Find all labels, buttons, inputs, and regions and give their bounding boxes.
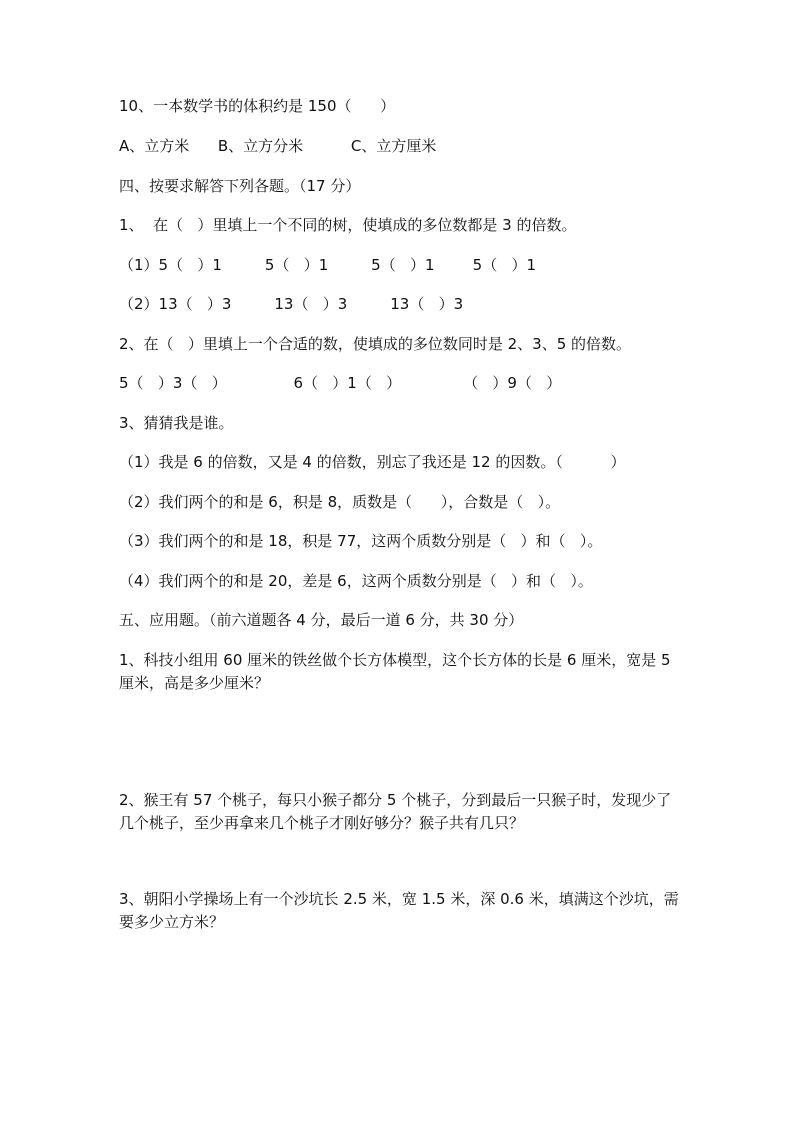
question-10-stem: 10、一本数学书的体积约是 150（ ） <box>119 97 396 115</box>
question-10-options: A、立方米 B、立方分米 C、立方厘米 <box>119 137 437 155</box>
problem-4-3-item: （2）我们两个的和是 6，积是 8，质数是（ ），合数是（ ）。 <box>119 493 561 511</box>
section-4-heading: 四、按要求解答下列各题。（17 分） <box>119 177 361 195</box>
problem-4-2-row-1: 5（ ）3（ ） 6（ ）1（ ） （ ）9（ ） <box>119 374 562 392</box>
problem-4-3-item: （4）我们两个的和是 20，差是 6，这两个质数分别是（ ）和（ ）。 <box>119 572 593 590</box>
problem-4-3-item: （1）我是 6 的倍数，又是 4 的倍数，别忘了我还是 12 的因数。（ ） <box>119 453 626 471</box>
problem-4-2-stem: 2、在（ ）里填上一个合适的数，使填成的多位数同时是 2、3、5 的倍数。 <box>119 335 632 353</box>
problem-4-1-row-1: （1）5（ ）1 5（ ）1 5（ ）1 5（ ）1 <box>119 256 537 274</box>
word-problem-2: 2、猴王有 57 个桃子，每只小猴子都分 5 个桃子，分到最后一只猴子时，发现少了几个桃子，至少再拿来几个桃子才刚好够分？猴子共有几只？ <box>119 791 672 832</box>
problem-4-3-stem: 3、猜猜我是谁。 <box>119 414 234 432</box>
problem-4-3-item: （3）我们两个的和是 18，积是 77，这两个质数分别是（ ）和（ ）。 <box>119 532 603 550</box>
word-problem-1: 1、科技小组用 60 厘米的铁丝做个长方体模型，这个长方体的长是 6 厘米，宽是 5 厘米，高是多少厘米？ <box>119 651 671 692</box>
problem-4-1-row-2: （2）13（ ）3 13（ ）3 13（ ）3 <box>119 295 464 313</box>
word-problem-3: 3、朝阳小学操场上有一个沙坑长 2.5 米，宽 1.5 米，深 0.6 米，填满这个沙坑，需要多少立方米？ <box>119 890 679 931</box>
problem-4-1-stem: 1、 在（ ）里填上一个不同的树，使填成的多位数都是 3 的倍数。 <box>119 216 577 234</box>
section-5-heading: 五、应用题。（前六道题各 4 分，最后一道 6 分，共 30 分） <box>119 611 524 629</box>
